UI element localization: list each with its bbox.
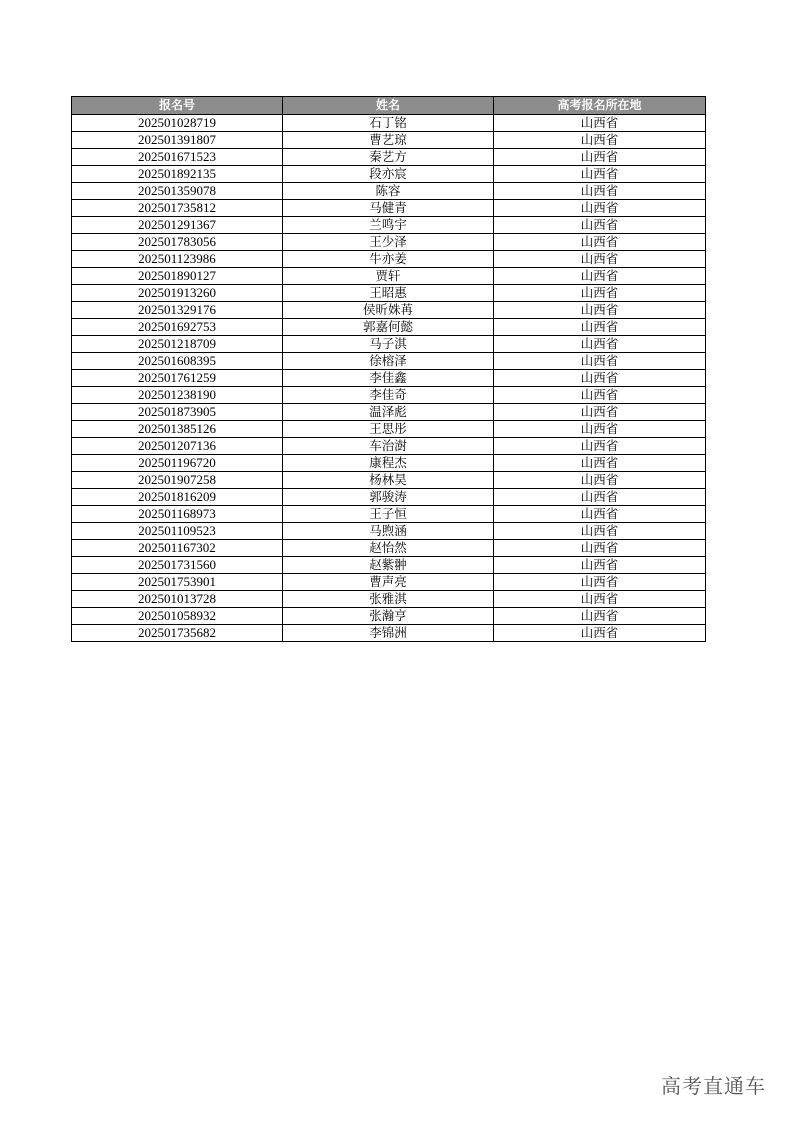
column-header-name: 姓名 xyxy=(283,97,494,115)
cell-name: 李佳奇 xyxy=(283,387,494,404)
cell-name: 石丁铭 xyxy=(283,115,494,132)
cell-registration-number: 202501735812 xyxy=(72,200,283,217)
cell-registration-location: 山西省 xyxy=(494,608,706,625)
table-row xyxy=(72,438,706,455)
cell-registration-location: 山西省 xyxy=(494,336,706,353)
table-row xyxy=(72,540,706,557)
cell-registration-location: 山西省 xyxy=(494,523,706,540)
cell-name: 康程杰 xyxy=(283,455,494,472)
cell-registration-number: 202501671523 xyxy=(72,149,283,166)
cell-name: 曹声亮 xyxy=(283,574,494,591)
table-row xyxy=(72,115,706,132)
cell-registration-location: 山西省 xyxy=(494,625,706,642)
cell-registration-number: 202501892135 xyxy=(72,166,283,183)
cell-name: 陈容 xyxy=(283,183,494,200)
cell-registration-location: 山西省 xyxy=(494,268,706,285)
cell-name: 王昭惠 xyxy=(283,285,494,302)
table-row xyxy=(72,523,706,540)
cell-name: 贾轩 xyxy=(283,268,494,285)
cell-registration-number: 202501873905 xyxy=(72,404,283,421)
table-row xyxy=(72,455,706,472)
cell-registration-location: 山西省 xyxy=(494,455,706,472)
cell-registration-location: 山西省 xyxy=(494,149,706,166)
cell-name: 马子淇 xyxy=(283,336,494,353)
cell-name: 王子恒 xyxy=(283,506,494,523)
cell-name: 杨林昊 xyxy=(283,472,494,489)
cell-registration-location: 山西省 xyxy=(494,421,706,438)
cell-registration-number: 202501238190 xyxy=(72,387,283,404)
cell-name: 车治澍 xyxy=(283,438,494,455)
cell-registration-location: 山西省 xyxy=(494,438,706,455)
table-header xyxy=(72,97,706,115)
cell-registration-number: 202501692753 xyxy=(72,319,283,336)
cell-registration-number: 202501359078 xyxy=(72,183,283,200)
table-row xyxy=(72,557,706,574)
table-row xyxy=(72,149,706,166)
table-row xyxy=(72,132,706,149)
table-row xyxy=(72,404,706,421)
cell-name: 张雅淇 xyxy=(283,591,494,608)
table-row xyxy=(72,387,706,404)
table-row xyxy=(72,472,706,489)
table-row xyxy=(72,608,706,625)
cell-registration-number: 202501385126 xyxy=(72,421,283,438)
table-row xyxy=(72,319,706,336)
cell-registration-location: 山西省 xyxy=(494,217,706,234)
admission-list-table xyxy=(71,96,706,642)
table-row xyxy=(72,370,706,387)
table-row xyxy=(72,302,706,319)
cell-registration-location: 山西省 xyxy=(494,387,706,404)
table-row xyxy=(72,183,706,200)
cell-registration-number: 202501207136 xyxy=(72,438,283,455)
table-row xyxy=(72,268,706,285)
header-row xyxy=(72,97,706,115)
cell-name: 秦艺方 xyxy=(283,149,494,166)
cell-name: 牛亦姜 xyxy=(283,251,494,268)
cell-registration-number: 202501196720 xyxy=(72,455,283,472)
cell-name: 李佳鑫 xyxy=(283,370,494,387)
cell-registration-number: 202501761259 xyxy=(72,370,283,387)
cell-name: 赵紫翀 xyxy=(283,557,494,574)
cell-registration-location: 山西省 xyxy=(494,115,706,132)
cell-registration-number: 202501109523 xyxy=(72,523,283,540)
cell-registration-number: 202501907258 xyxy=(72,472,283,489)
cell-registration-number: 202501168973 xyxy=(72,506,283,523)
cell-name: 侯昕姝苒 xyxy=(283,302,494,319)
cell-name: 赵怡然 xyxy=(283,540,494,557)
cell-registration-number: 202501218709 xyxy=(72,336,283,353)
cell-registration-number: 202501013728 xyxy=(72,591,283,608)
cell-name: 曹艺琼 xyxy=(283,132,494,149)
cell-registration-location: 山西省 xyxy=(494,540,706,557)
cell-registration-number: 202501058932 xyxy=(72,608,283,625)
cell-registration-number: 202501731560 xyxy=(72,557,283,574)
cell-registration-number: 202501816209 xyxy=(72,489,283,506)
watermark-text: 高考直通车 xyxy=(661,1074,766,1098)
cell-registration-location: 山西省 xyxy=(494,404,706,421)
cell-registration-number: 202501167302 xyxy=(72,540,283,557)
column-header-registration-number: 报名号 xyxy=(72,97,283,115)
table-row xyxy=(72,489,706,506)
cell-name: 郭嘉何懿 xyxy=(283,319,494,336)
cell-name: 温泽彪 xyxy=(283,404,494,421)
cell-registration-location: 山西省 xyxy=(494,319,706,336)
table-body xyxy=(72,115,706,642)
table-row xyxy=(72,506,706,523)
cell-name: 徐榕泽 xyxy=(283,353,494,370)
cell-name: 张瀚亨 xyxy=(283,608,494,625)
table-row xyxy=(72,200,706,217)
cell-registration-location: 山西省 xyxy=(494,285,706,302)
cell-registration-location: 山西省 xyxy=(494,251,706,268)
table-row xyxy=(72,421,706,438)
cell-registration-number: 202501783056 xyxy=(72,234,283,251)
cell-registration-location: 山西省 xyxy=(494,472,706,489)
cell-registration-number: 202501291367 xyxy=(72,217,283,234)
table-row xyxy=(72,574,706,591)
table-row xyxy=(72,591,706,608)
cell-registration-number: 202501391807 xyxy=(72,132,283,149)
cell-name: 李锦洲 xyxy=(283,625,494,642)
cell-name: 马健青 xyxy=(283,200,494,217)
cell-registration-number: 202501890127 xyxy=(72,268,283,285)
cell-registration-location: 山西省 xyxy=(494,370,706,387)
table-row xyxy=(72,353,706,370)
cell-registration-location: 山西省 xyxy=(494,302,706,319)
cell-registration-number: 202501608395 xyxy=(72,353,283,370)
cell-name: 王思彤 xyxy=(283,421,494,438)
cell-registration-number: 202501028719 xyxy=(72,115,283,132)
table-row xyxy=(72,251,706,268)
cell-registration-location: 山西省 xyxy=(494,353,706,370)
cell-name: 郭骏涛 xyxy=(283,489,494,506)
column-header-registration-location: 高考报名所在地 xyxy=(494,97,706,115)
cell-registration-number: 202501329176 xyxy=(72,302,283,319)
cell-registration-number: 202501123986 xyxy=(72,251,283,268)
cell-registration-location: 山西省 xyxy=(494,574,706,591)
cell-registration-location: 山西省 xyxy=(494,489,706,506)
cell-name: 段亦宸 xyxy=(283,166,494,183)
table-row xyxy=(72,336,706,353)
cell-registration-location: 山西省 xyxy=(494,591,706,608)
cell-registration-number: 202501735682 xyxy=(72,625,283,642)
table-row xyxy=(72,234,706,251)
cell-registration-location: 山西省 xyxy=(494,506,706,523)
cell-registration-location: 山西省 xyxy=(494,183,706,200)
table-row xyxy=(72,285,706,302)
table-row xyxy=(72,166,706,183)
cell-registration-number: 202501913260 xyxy=(72,285,283,302)
cell-registration-location: 山西省 xyxy=(494,132,706,149)
cell-registration-location: 山西省 xyxy=(494,234,706,251)
cell-name: 兰鸣宇 xyxy=(283,217,494,234)
cell-registration-location: 山西省 xyxy=(494,557,706,574)
table-row xyxy=(72,625,706,642)
cell-registration-number: 202501753901 xyxy=(72,574,283,591)
cell-name: 马煦涵 xyxy=(283,523,494,540)
cell-name: 王少泽 xyxy=(283,234,494,251)
table-row xyxy=(72,217,706,234)
cell-registration-location: 山西省 xyxy=(494,200,706,217)
cell-registration-location: 山西省 xyxy=(494,166,706,183)
